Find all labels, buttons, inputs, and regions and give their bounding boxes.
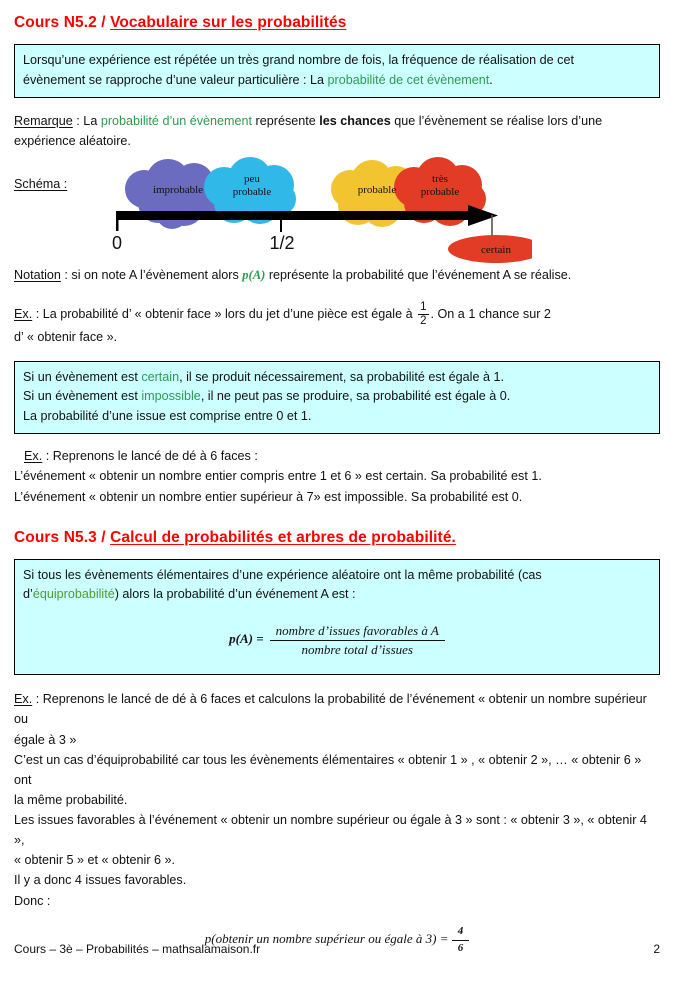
remark-bold-chances: les chances [319,114,391,129]
remark-text-c: que l’évènement se réalise lors d’une expérience aléatoire. [14,114,603,149]
definition-line-1 [23,51,651,71]
footer-left-text: Cours – 3è – Probabilités – mathsalamaison.fr [14,942,261,956]
document-page [0,14,674,984]
cloud-label-peu-probable: probable [232,186,272,199]
heading2-title: Calcul de probabilités et arbres de probabilité. [110,528,456,546]
example3-line7: Il y a donc 4 issues favorables. [14,873,187,888]
cloud-label-tres-probable: probable [420,186,460,199]
example3-line2: égale à 3 » [14,732,77,747]
rule3-line-1: Si tous les évènements élémentaires d’une expérience aléatoire ont la même probabilité (cas [23,567,542,582]
notation-label: Notation [14,268,61,283]
example2-label: Ex. [24,449,43,464]
example1-label: Ex. [14,307,33,322]
axis-tick-0: 0 [111,233,123,254]
cloud-label-peu: peu [244,173,260,186]
schema-figure [14,157,660,263]
example-dice-paragraph [14,446,660,506]
ellipse-label-certain: certain [481,244,511,257]
formula-probability-definition [23,623,651,659]
example3-label: Ex. [14,692,33,707]
remark-text-b: représente [252,114,320,129]
axis-tick-half: 1/2 [269,233,295,254]
rule2-text-b: , il se produit nécessairement, sa probabilité est égale à 1. [179,369,504,384]
rule3-text-b: ) alors la probabilité d’un événement A est : [114,587,356,602]
example3-line1: : Reprenons le lancé de dé à 6 faces et calculons la probabilité de l’événement « obtenir un nombre supérieur ou [14,692,647,727]
formula-lhs: p(A) = [229,631,264,647]
rule2-line-2 [23,387,651,407]
probability-line-diagram [102,157,532,263]
rule3-text-a: d’ [23,587,33,602]
rule2-text-c: Si un évènement est [23,389,142,404]
fraction-one-half [418,301,428,326]
example2-indent [14,449,258,463]
example2-line3: L’événement « obtenir un nombre entier supérieur à 7» est impossible. Sa probabilité est 0. [14,489,523,504]
example1-text-a: : La probabilité d’ « obtenir face » lors du jet d’une pièce est égale à [32,307,417,322]
formula-denominator: nombre total d’issues [270,640,445,658]
remark-label: Remarque [14,114,73,129]
rule3-highlight-equiprobability: équiprobabilité [32,587,115,602]
notation-text-a: : si on note A l’évènement alors [60,268,243,283]
definition-text-b: évènement se rapproche d’une valeur particulière : La [23,72,328,87]
example3-line3: C’est un cas d’équiprobabilité car tous les évènements élémentaires « obtenir 1 » , « obtenir 2 », … « obtenir 6 » ont [14,752,642,787]
cloud-label-probable: probable [357,184,397,197]
rule2-text-d: , il ne peut pas se produire, sa probabilité est égale à 0. [200,389,511,404]
formula-numerator: nombre d’issues favorables à A [275,622,439,638]
example-dice-calculation [14,689,660,911]
rule2-line-3: La probabilité d’une issue est comprise entre 0 et 1. [23,408,312,423]
definition-line-2 [23,71,651,91]
notation-paragraph [14,265,660,285]
result-lhs: p(obtenir un nombre supérieur ou égale à 3) = [204,931,449,946]
fraction-denominator: 2 [420,314,427,327]
schema-label [14,177,67,191]
definition-box-frequency [14,44,660,98]
definition-highlight-probability: probabilité de cet évènement [327,72,490,87]
fraction-numerator: 1 [420,301,427,314]
example2-text-a: : Reprenons le lancé de dé à 6 faces : [42,449,258,464]
example1-line2: d’ « obtenir face ». [14,329,118,344]
remark-paragraph [14,111,660,151]
heading-prefix: Cours N5.2 / [14,14,111,31]
notation-math-pa: p(A) [242,268,266,283]
remark-highlight: probabilité d’un évènement [100,114,253,129]
example-coin-paragraph [14,301,660,346]
remark-text-a: : La [72,114,101,129]
definition-box-certain-impossible [14,361,660,435]
cloud-label-tres: très [432,173,448,186]
section-heading-n53 [14,529,660,547]
example3-line4: la même probabilité. [14,792,128,807]
definition-text-a: Lorsqu’une expérience est répétée un très grand nombre de fois, la fréquence de réalisation de cet [23,53,574,67]
rule2-text-a: Si un évènement est [23,369,142,384]
rule3-line-2 [23,585,651,605]
example3-line8: Donc : [14,893,51,908]
result-numerator: 4 [457,924,464,937]
example3-line6: « obtenir 5 » et « obtenir 6 ». [14,853,176,868]
rule2-highlight-certain: certain [141,369,180,384]
example1-text-b: . On a 1 chance sur 2 [430,307,551,322]
example2-line2: L’événement « obtenir un nombre entier compris entre 1 et 6 » est certain. Sa probabilité est 1. [14,469,542,484]
cloud-label-improbable: improbable [152,184,204,197]
rule2-line-1 [23,368,651,388]
heading-title: Vocabulaire sur les probabilités [110,14,347,31]
notation-text-b: représente la probabilité que l’événement A se réalise. [265,268,572,283]
rule2-highlight-impossible: impossible [141,389,201,404]
footer-page-number: 2 [653,942,660,956]
definition-box-equiprobability [14,559,660,676]
formula-fraction [270,623,445,659]
schema-label-text: Schéma : [14,177,68,192]
definition-text-c: . [489,72,493,87]
page-footer [14,942,660,956]
result-denominator: 6 [452,940,470,956]
heading2-prefix: Cours N5.3 / [14,528,111,546]
example3-line5: Les issues favorables à l’événement « obtenir un nombre supérieur ou égale à 3 » sont : « obtenir 3 », « obtenir 4 », [14,813,647,848]
section-heading-n52 [14,14,660,32]
